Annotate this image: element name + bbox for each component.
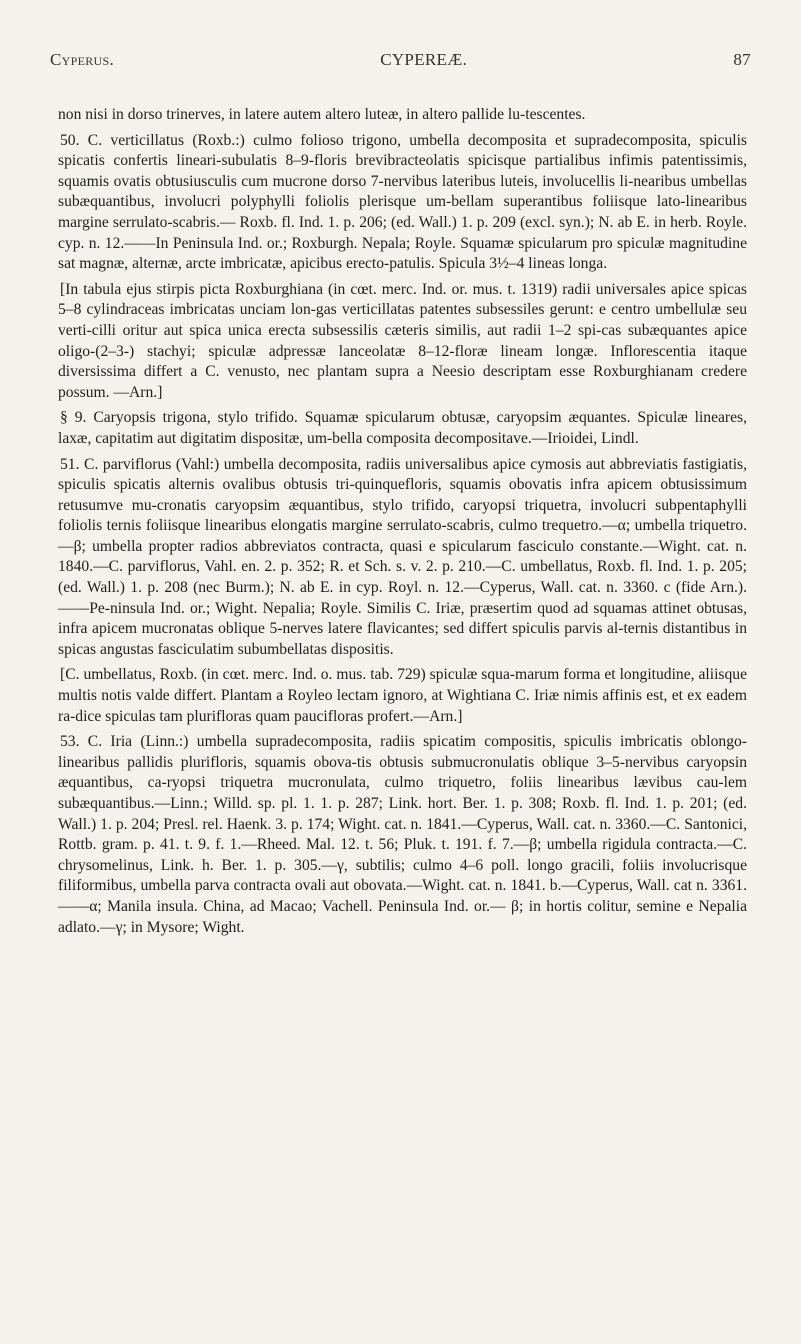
paragraph-section-9: § 9. Caryopsis trigona, stylo trifido. Squamæ spicularum obtusæ, caryopsim æquantes. Spiculæ lineares, laxæ, capitatim aut digitatim dispositæ, um-bella composita decompositave.—Irioidei, Lindl. [58, 409, 747, 447]
paragraph-note-arn-1: [In tabula ejus stirpis picta Roxburghiana (in cœt. merc. Ind. or. mus. t. 1319) radii universales apice spicas 5–8 cylindraceas imbricatas unciam lon-gas verticillatas patentes subsessiles gerunt: e centro umbellulæ seu verti-cilli oritur aut spica unica erecta subsessilis cæteris similis, aut radii 1–2 spi-cas subæquantes apice oligo-(2–3-) stachyi; spiculæ adpressæ lanceolatæ 8–12-floræ lineam longæ. Inflorescentia itaque diversissima differt a C. venusto, nec plantam supra a Neesio descriptam esse Roxburghianam credere possum. —Arn.] [58, 280, 747, 401]
paragraph-species-50: 50. C. verticillatus (Roxb.:) culmo folioso trigono, umbella decomposita et supradecomposita, spiculis spicatis confertis lineari-subulatis 8–9-floris brevibracteolatis spicisque partialibus infimis patentissimis, squamis ovatis obtusiusculis cum mucrone dorso 7-nervibus lateribus luteis, involucellis li-nearibus umbellas subæquantibus, involucri polyphylli foliolis plerisque um-bellam superantibus foliisque lato-linearibus margine serrulato-scabris.— Roxb. fl. Ind. 1. p. 206; (ed. Wall.) 1. p. 209 (excl. syn.); N. ab E. in herb. Royle. cyp. n. 12.——In Peninsula Ind. or.; Roxburgh. Nepala; Royle. Squamæ spicularum pro spiculæ magnitudine sat magnæ, alternæ, arcte imbricatæ, apicibus erecto-patulis. Spicula 3½–4 lineas longa. [58, 131, 747, 273]
page-body [58, 105, 747, 943]
header-genus: Cyperus. [50, 50, 115, 69]
paragraph-note-arn-2: [C. umbellatus, Roxb. (in cœt. merc. Ind. o. mus. tab. 729) spiculæ squa-marum forma et longitudine, aliisque multis notis valde differt. Plantam a Royleo lectam ignoro, at Wightiana C. Iriæ nimis affinis est, et ex eadem ra-dice spiculas tam plurifloras quam paucifloras profert.—Arn.] [58, 666, 747, 725]
running-header [50, 50, 751, 70]
header-tribe: CYPEREÆ. [380, 50, 468, 69]
paragraph-species-51: 51. C. parviflorus (Vahl:) umbella decomposita, radiis universalibus apice cymosis aut abbreviatis fastigiatis, spiculis spicatis alternis ovalibus obtusis tri-quinquefloris, squamis obovatis infra apicem obtusissimum retusumve mu-cronatis caryopsim æquantibus, stylo trifido, caryopsi triquetra, involucri subpentaphylli foliolis ternis foliisque linearibus elongatis margine serrulato-scabris, culmo trequetro.—α; umbella triquetro.—β; umbella propter radios abbreviatos contracta, quasi e spicularum fasciculo constante.—Wight. cat. n. 1840.—C. parviflorus, Vahl. en. 2. p. 352; R. et Sch. s. v. 2. p. 210.—C. umbellatus, Roxb. fl. Ind. 1. p. 205; (ed. Wall.) 1. p. 208 (nec Burm.); N. ab E. in cyp. Royl. n. 12.—Cyperus, Wall. cat. n. 3360. c (fide Arn.).——Pe-ninsula Ind. or.; Wight. Nepalia; Royle. Similis C. Iriæ, præsertim quod ad squamas attinet obtusas, infra apicem mucronatas oblique 5-nerves latere flavicantes; sed differt spiculis parvis al-ternis distantibus in spicas angustas fasciculatim subumbellatas dispositis. [58, 455, 747, 658]
paragraph-continuation: non nisi in dorso trinerves, in latere autem altero luteæ, in altero pallide lu-tescentes. [58, 106, 586, 123]
page-number: 87 [733, 50, 751, 69]
paragraph-species-53: 53. C. Iria (Linn.:) umbella supradecomposita, radiis spicatim compositis, spiculis imbricatis oblongo-linearibus pallidis plurifloris, squamis obova-tis obtusis submucronulatis oblique 3–5-nervibus caryopsin æquantibus, ca-ryopsi triquetra mucronulata, culmo triquetro, foliis linearibus lævibus cau-lem subæquantibus.—Linn.; Willd. sp. pl. 1. 1. p. 287; Link. hort. Ber. 1. p. 308; Roxb. fl. Ind. 1. p. 201; (ed. Wall.) 1. p. 204; Presl. rel. Haenk. 3. p. 174; Wight. cat. n. 1841.—Cyperus, Wall. cat. n. 3360.—C. Santonici, Rottb. gram. p. 41. t. 9. f. 1.—Rheed. Mal. 12. t. 56; Pluk. t. 191. f. 7.—β; umbella rigidula contracta.—C. chrysomelinus, Link. h. Ber. 1. p. 305.—γ, subtilis; culmo 4–6 poll. longo gracili, foliis involucrisque filiformibus, umbella parva contracta ovali aut obovata.—Wight. cat. n. 1841. b.—Cyperus, Wall. cat n. 3361.——α; Manila insula. China, ad Macao; Vachell. Peninsula Ind. or.— β; in hortis colitur, semine e Nepalia adlato.—γ; in Mysore; Wight. [58, 733, 747, 936]
